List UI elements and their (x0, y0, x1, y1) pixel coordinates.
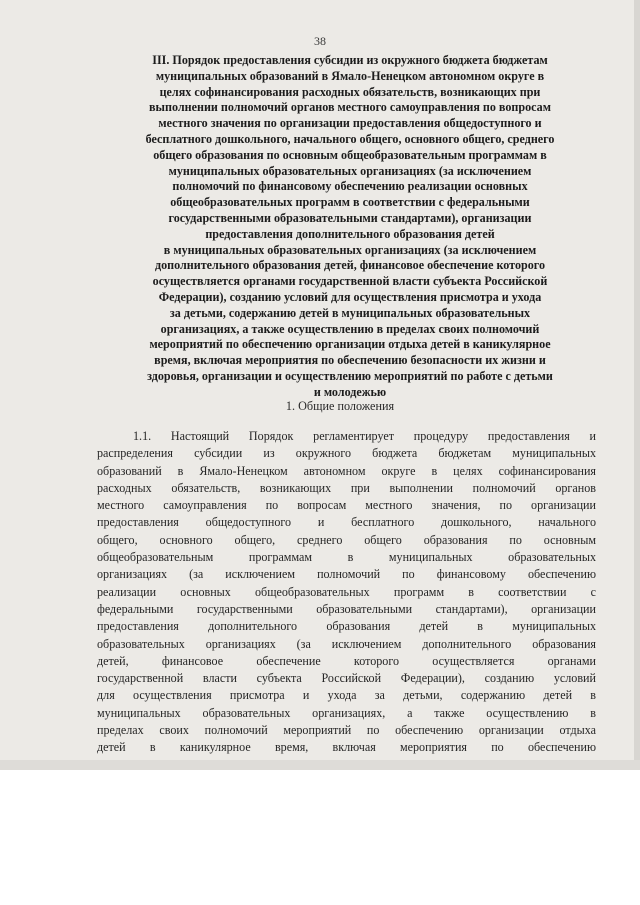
heading-line: муниципальных образовательных организациях (за исключением (168, 163, 532, 178)
body-line: пределах своих полномочий мероприятий по обеспечению организации отдыха (97, 723, 596, 738)
body-line: распределения субсидии из окружного бюджета бюджетам муниципальных (97, 446, 596, 461)
body-line: детей в каникулярное время, включая мероприятия по обеспечению (97, 740, 596, 755)
body-paragraph (97, 428, 596, 757)
heading-line: здоровья, организации и осуществлению мероприятий по работе с детьми (147, 368, 553, 383)
heading-line: III. Порядок предоставления субсидии из окружного бюджета бюджетам (152, 53, 548, 67)
scan-edge-shadow (634, 0, 640, 770)
heading-line: целях софинансирования расходных обязательств, возникающих при (159, 84, 541, 99)
body-line: общего, основного общего, среднего общего образования по основным (97, 532, 596, 547)
heading-line: полномочий по финансовому обеспечению реализации основных (172, 179, 528, 194)
page-number: 38 (314, 34, 326, 48)
heading-line: предоставления дополнительного образования детей (205, 226, 495, 241)
heading-line: государственными образовательными стандартами), организации (168, 210, 532, 225)
body-line: образовательных организациях (за исключением дополнительного образования (97, 636, 596, 651)
heading-line: в муниципальных образовательных организациях (за исключением (163, 242, 537, 257)
heading-line: общего образования по основным общеобразовательным программам в (153, 147, 547, 162)
body-line: предоставления общедоступного и бесплатного дошкольного, начального (97, 515, 596, 530)
heading-line: бесплатного дошкольного, начального общего, основного общего, среднего (145, 131, 555, 146)
body-line: муниципальных образовательных организациях, а также осуществлению в (97, 705, 596, 720)
heading-line: общеобразовательных программ в соответствии с федеральными (170, 195, 530, 210)
body-line: 1.1. Настоящий Порядок регламентирует процедуру предоставления и (133, 429, 596, 443)
heading-line: мероприятий по обеспечению организации отдыха детей в каникулярное (149, 337, 551, 352)
body-line: федеральными государственными образовательными стандартами), организации (97, 601, 596, 616)
body-line: предоставления дополнительного образования детей в муниципальных (97, 619, 596, 634)
heading-line: муниципальных образований в Ямало-Ненецком автономном округе в (155, 68, 545, 83)
body-line: реализации основных общеобразовательных программ в соответствии с (97, 584, 596, 599)
scan-bottom-shadow (0, 760, 640, 770)
heading-line: за детьми, содержанию детей в муниципальных образовательных (169, 305, 531, 320)
body-line: организациях (за исключением полномочий по финансовому обеспечению (97, 567, 596, 582)
heading-line: осуществляется органами государственной власти субъекта Российской (152, 274, 548, 289)
body-line: для осуществления присмотра и ухода за детьми, содержанию детей в (97, 688, 596, 703)
heading-line: время, включая мероприятия по обеспечению безопасности их жизни и (154, 353, 546, 368)
body-line: государственной власти субъекта Российской Федерации), созданию условий (97, 671, 596, 686)
heading-line: дополнительного образования детей, финансовое обеспечение которого (154, 258, 546, 273)
body-line: детей, финансовое обеспечение которого осуществляется органами (97, 653, 596, 668)
body-line: общеобразовательным программам в муниципальных образовательных (97, 550, 596, 565)
section-heading (108, 53, 592, 401)
body-line: расходных обязательств, возникающих при выполнении полномочий органов (97, 480, 596, 495)
heading-line: Федерации), созданию условий для осуществления присмотра и ухода (158, 289, 542, 304)
heading-line: и молодежью (313, 384, 387, 399)
heading-line: организациях, а также осуществлению в пределах своих полномочий (160, 321, 540, 336)
heading-line: местного значения по организации предоставления общедоступного и (158, 116, 542, 131)
body-line: местного самоуправления по вопросам местного значения, по организации (97, 498, 596, 513)
heading-line: выполнении полномочий органов местного самоуправления по вопросам (149, 100, 551, 115)
body-line: образований в Ямало-Ненецком автономном округе в целях софинансирования (97, 463, 596, 478)
section-title: 1. Общие положения (285, 399, 395, 413)
